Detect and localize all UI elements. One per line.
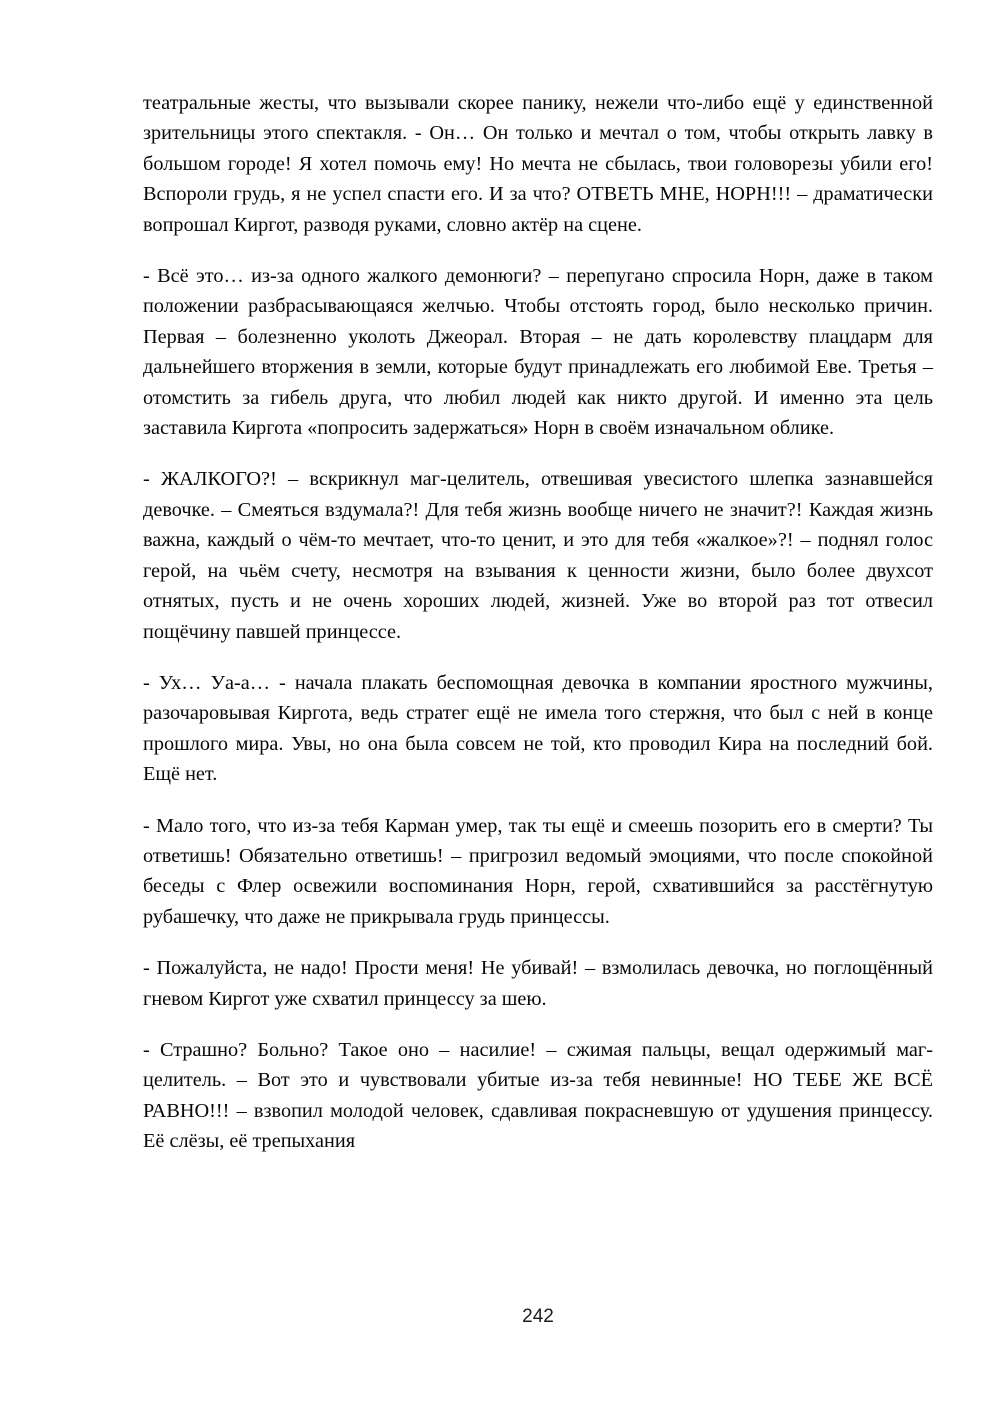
body-paragraph: - Всё это… из-за одного жалкого демонюги? – перепугано спросила Норн, даже в таком положении разбрасывающаяся желчью. Чтобы отстоять город, было несколько причин. Первая – болезненно уколоть Джеорал. Вторая – не дать королевству плацдарм для дальнейшего вторжения в земли, которые будут принадлежать его любимой Еве. Третья – отомстить за гибель друга, что любил людей как никто другой. И именно эта цель заставила Киргота «попросить задержаться» Норн в своём изначальном облике. <box>143 265 933 440</box>
page-text-block <box>143 88 933 1157</box>
body-paragraph: - Страшно? Больно? Такое оно – насилие! – сжимая пальцы, вещал одержимый маг-целитель. – Вот это и чувствовали убитые из-за тебя невинные! НО ТЕБЕ ЖЕ ВСЁ РАВНО!!! – взвопил молодой человек, сдавливая покрасневшую от удушения принцессу. Её слёзы, её трепыхания <box>143 1038 933 1153</box>
body-paragraph: - Ух… Уа-а… - начала плакать беспомощная девочка в компании яростного мужчины, разочаровывая Киргота, ведь стратег ещё не имела того стержня, что был с ней в конце прошлого мира. Увы, но она была совсем не той, кто проводил Кира на последний бой. Ещё нет. <box>143 671 933 786</box>
page-number: 242 <box>522 1306 554 1327</box>
body-paragraph: театральные жесты, что вызывали скорее панику, нежели что-либо ещё у единственной зрительницы этого спектакля. - Он… Он только и мечтал о том, чтобы открыть лавку в большом городе! Я хотел помочь ему! Но мечта не сбылась, твои головорезы убили его! Вспороли грудь, я не успел спасти его. И за что? ОТВЕТЬ МНЕ, НОРН!!! – драматически вопрошал Киргот, разводя руками, словно актёр на сцене. <box>143 92 933 236</box>
body-paragraph: - Пожалуйста, не надо! Прости меня! Не убивай! – взмолилась девочка, но поглощённый гневом Киргот уже схватил принцессу за шею. <box>143 957 933 1010</box>
body-paragraph: - ЖАЛКОГО?! – вскрикнул маг-целитель, отвешивая увесистого шлепка зазнавшейся девочке. – Смеяться вздумала?! Для тебя жизнь вообще ничего не значит?! Каждая жизнь важна, каждый о чём-то мечтает, что-то ценит, и это для тебя «жалкое»?! – поднял голос герой, на чьём счету, несмотря на взывания к ценности жизни, было более двухсот отнятых, пусть и не очень хороших людей, жизней. Уже во второй раз тот отвесил пощёчину павшей принцессе. <box>143 468 933 643</box>
body-paragraph: - Мало того, что из-за тебя Карман умер, так ты ещё и смеешь позорить его в смерти? Ты ответишь! Обязательно ответишь! – пригрозил ведомый эмоциями, что после спокойной беседы с Флер освежили воспоминания Норн, герой, схватившийся за расстёгнутую рубашечку, что даже не прикрывала грудь принцессы. <box>143 814 933 928</box>
